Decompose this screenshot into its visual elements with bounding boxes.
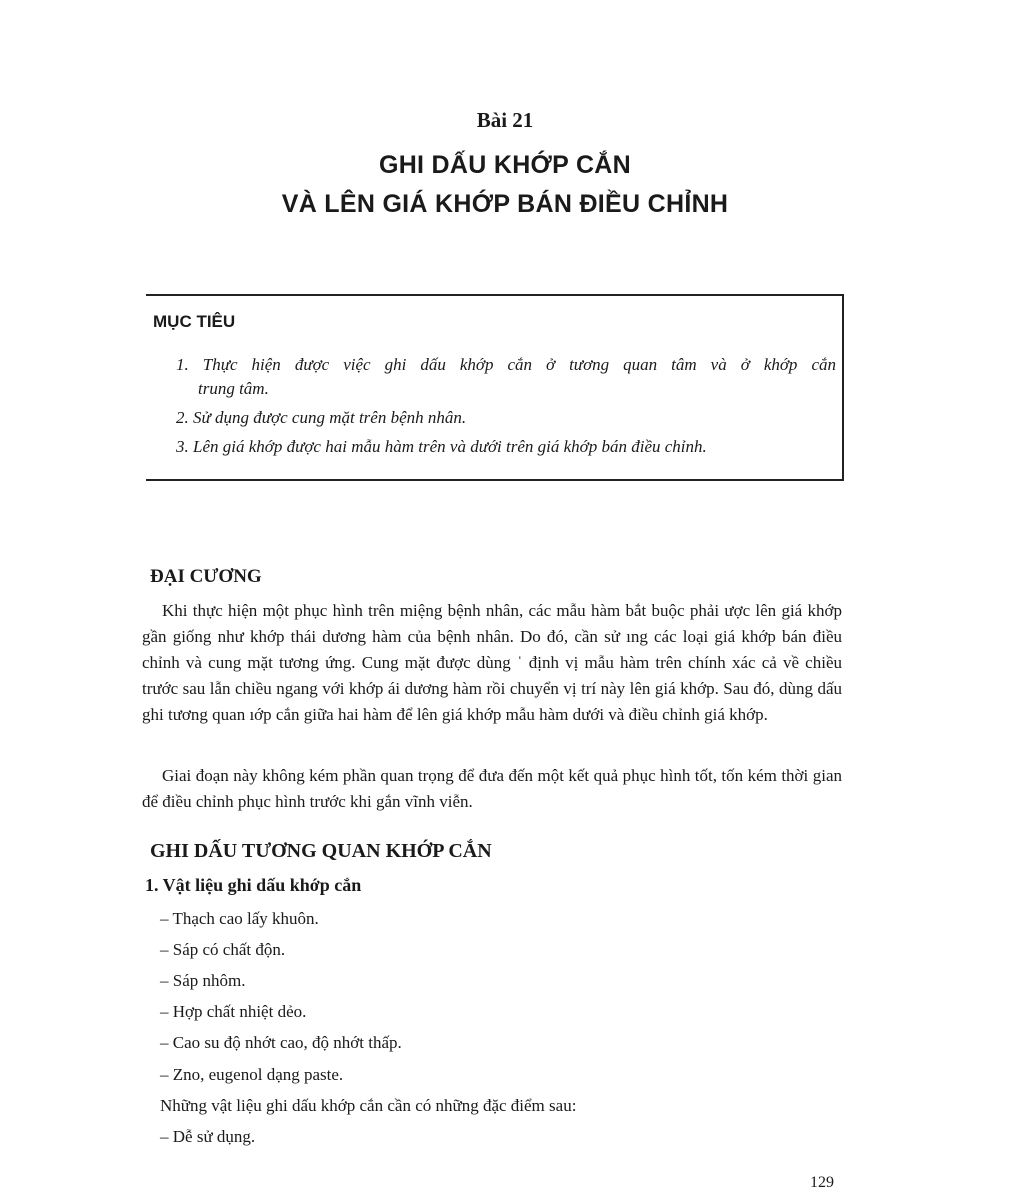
page-number: 129 xyxy=(810,1174,834,1191)
objective-1-line-2: trung tâm. xyxy=(198,379,269,398)
list-item: – Dễ sử dụng. xyxy=(160,1127,256,1146)
objectives-heading: MỤC TIÊU xyxy=(153,312,236,331)
title-line-2: VÀ LÊN GIÁ KHỚP BÁN ĐIỀU CHỈNH xyxy=(281,190,729,218)
list-item: – Sáp có chất độn. xyxy=(160,940,286,959)
materials-closing-sentence: Những vật liệu ghi dấu khớp cắn cần có những đặc điểm sau: xyxy=(160,1096,577,1115)
title-line-1: GHI DẤU KHỚP CẮN xyxy=(378,151,632,179)
paragraph-general-1: Khi thực hiện một phục hình trên miệng bệnh nhân, các mẫu hàm bắt buộc phải ược lên giá khớp gần giống như khớp thái dương hàm của bệnh nhân. Do đó, cần sử ıng các loại giá khớp bán điều chỉnh và cung mặt tương ứng. Cung mặt được dùng ˈ định vị mẫu hàm trên chính xác cả về chiều trước sau lẫn chiều ngang với khớp ái dương hàm rồi chuyển vị trí này lên giá khớp. Sau đó, dùng dấu ghi tương quan ıớp cắn giữa hai hàm để lên giá khớp mẫu hàm dưới và điều chỉnh giá khớp. xyxy=(142,601,842,724)
lesson-label: Bài 21 xyxy=(476,108,534,132)
list-item: – Cao su độ nhớt cao, độ nhớt thấp. xyxy=(160,1033,402,1052)
objective-3: 3. Lên giá khớp được hai mẫu hàm trên và dưới trên giá khớp bán điều chỉnh. xyxy=(176,437,707,456)
section-heading-occlusal-record: GHI DẤU TƯƠNG QUAN KHỚP CẮN xyxy=(150,840,492,862)
paragraph-general-2: Giai đoạn này không kém phần quan trọng để đưa đến một kết quả phục hình tốt, tốn kém thời gian để điều chỉnh phục hình trước khi gắn vĩnh viễn. xyxy=(142,766,842,811)
objective-2: 2. Sử dụng được cung mặt trên bệnh nhân. xyxy=(176,408,467,427)
list-item: – Hợp chất nhiệt dẻo. xyxy=(160,1002,307,1021)
objective-1-line-1: 1. Thực hiện được việc ghi dấu khớp cắn ở tương quan tâm và ở khớp cắn xyxy=(176,355,836,374)
list-item: – Thạch cao lấy khuôn. xyxy=(160,909,319,928)
list-item: – Sáp nhôm. xyxy=(160,971,246,990)
section-heading-general: ĐẠI CƯƠNG xyxy=(150,566,262,587)
subheading-materials: 1. Vật liệu ghi dấu khớp cắn xyxy=(145,875,362,895)
list-item: – Zno, eugenol dạng paste. xyxy=(160,1065,344,1084)
